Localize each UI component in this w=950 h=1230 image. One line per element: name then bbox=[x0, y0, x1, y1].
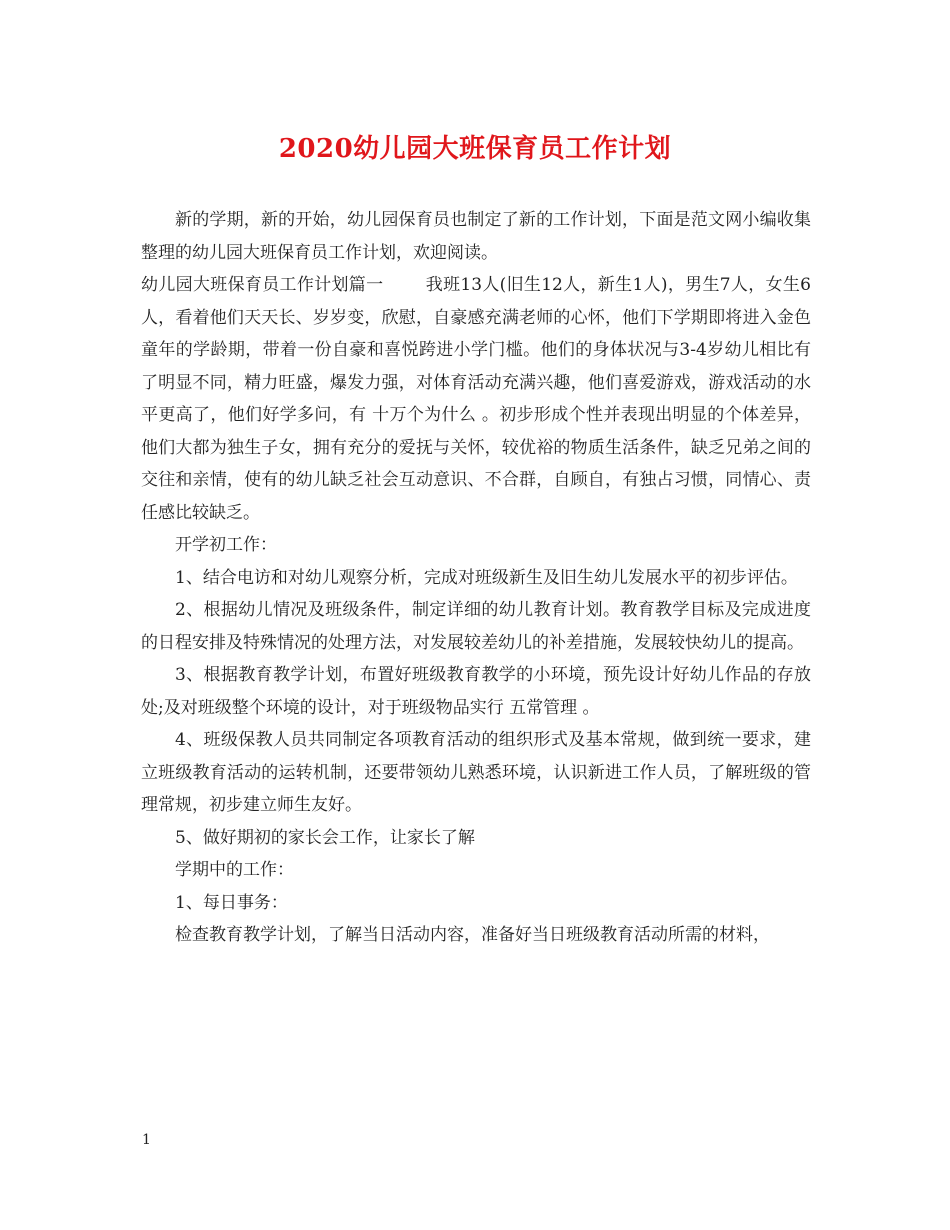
section-heading: 幼儿园大班保育员工作计划篇一 bbox=[141, 275, 384, 295]
intro-paragraph: 新的学期，新的开始，幼儿园保育员也制定了新的工作计划，下面是范文网小编收集整理的幼儿园大班保育员工作计划，欢迎阅读。 bbox=[141, 210, 811, 263]
document-body bbox=[141, 204, 811, 952]
list-item-4: 4、班级保教人员共同制定各项教育活动的组织形式及基本常规，做到统一要求，建立班级教育活动的运转机制，还要带领幼儿熟悉环境，认识新进工作人员，了解班级的管理常规，初步建立师生友好。 bbox=[141, 730, 811, 815]
document-title: 2020幼儿园大班保育员工作计划 bbox=[278, 134, 672, 164]
section-body: 我班13人(旧生12人，新生1人)，男生7人，女生6人，看着他们天天长、岁岁变，欣慰，自豪感充满老师的心怀，他们下学期即将进入金色童年的学龄期，带着一份自豪和喜悦跨进小学门槛。他们的身体状况与3-4岁幼儿相比有了明显不同，精力旺盛，爆发力强，对体育活动充满兴趣，他们喜爱游戏，游戏活动的水平更高了，他们好学多问，有 十万个为什么 。初步形成个性并表现出明显的个体差异，他们大都为独生子女，拥有充分的爱抚与关怀，较优裕的物质生活条件，缺乏兄弟之间的交往和亲情，使有的幼儿缺乏社会互动意识、不合群，自顾自，有独占习惯，同情心、责任感比较缺乏。 bbox=[141, 275, 812, 523]
list-item-5: 5、做好期初的家长会工作，让家长了解 bbox=[175, 827, 475, 848]
daily-body: 检查教育教学计划，了解当日活动内容，准备好当日班级教育活动所需的材料， bbox=[175, 925, 770, 945]
section-paragraph bbox=[141, 269, 811, 529]
page-number: 1 bbox=[142, 1132, 151, 1148]
list-item-3: 3、根据教育教学计划，布置好班级教育教学的小环境，预先设计好幼儿作品的存放处;及对班级整个环境的设计，对于班级物品实行 五常管理 。 bbox=[141, 665, 811, 718]
daily-heading: 1、每日事务： bbox=[175, 892, 288, 913]
list-item-1: 1、结合电访和对幼儿观察分析，完成对班级新生及旧生幼儿发展水平的初步评估。 bbox=[175, 567, 798, 588]
list-item-2: 2、根据幼儿情况及班级条件，制定详细的幼儿教育计划。教育教学目标及完成进度的日程安排及特殊情况的处理方法，对发展较差幼儿的补差措施，发展较快幼儿的提高。 bbox=[141, 600, 811, 653]
start-heading: 开学初工作： bbox=[175, 535, 277, 555]
mid-heading: 学期中的工作： bbox=[175, 860, 294, 880]
